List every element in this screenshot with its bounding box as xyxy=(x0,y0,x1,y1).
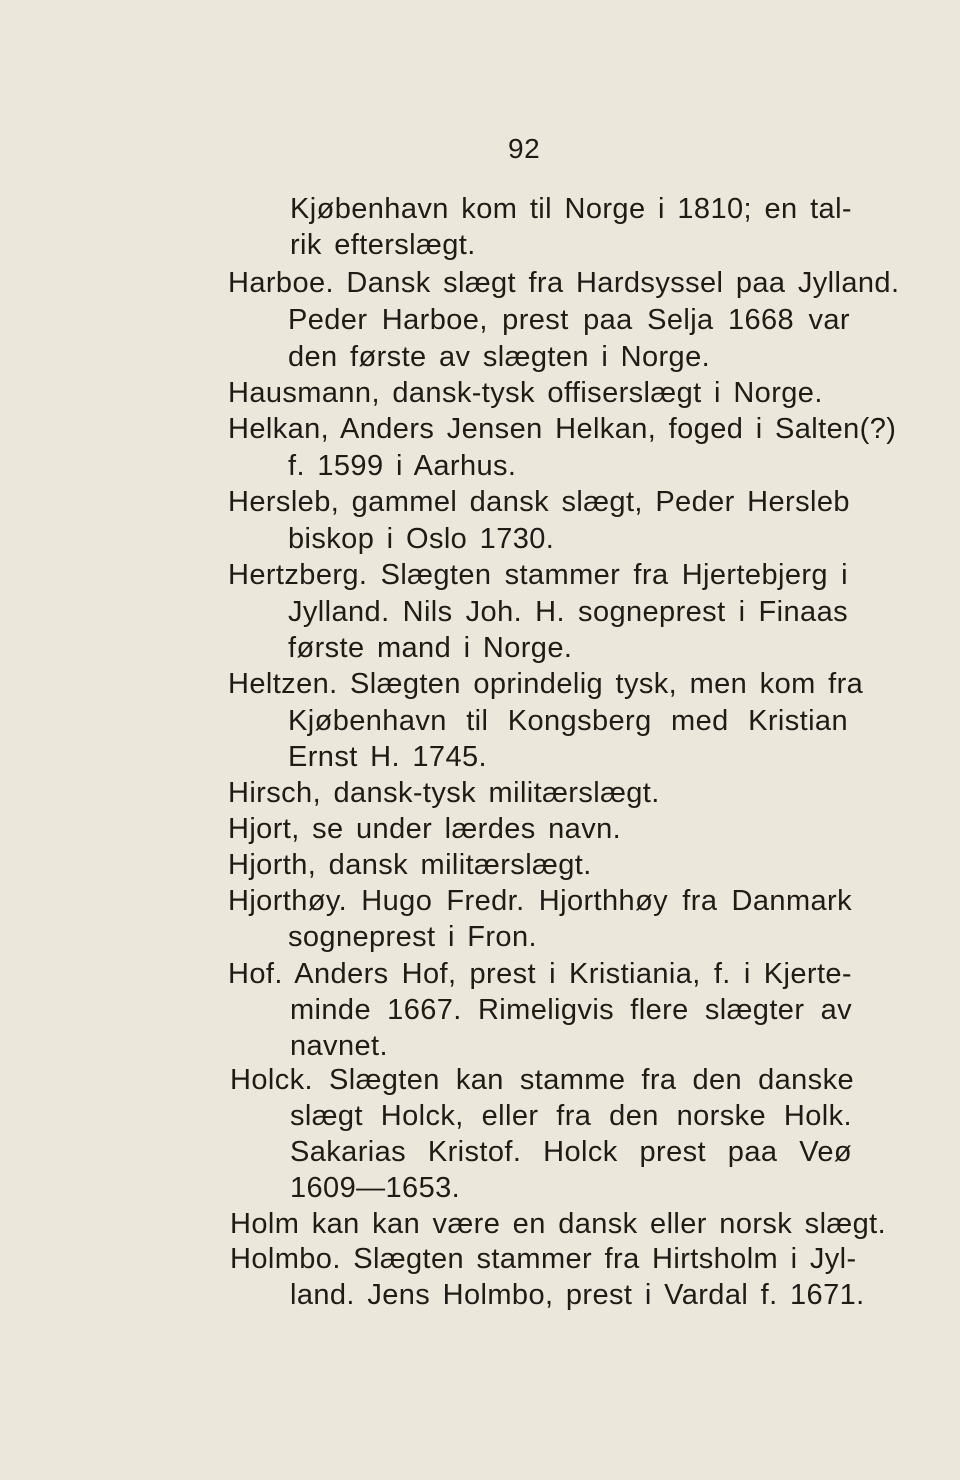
text-line: Kjøbenhavn kom til Norge i 1810; en tal- xyxy=(290,193,852,225)
text-line: Kjøbenhavn til Kongsberg med Kristian xyxy=(288,705,848,737)
text-line: Helkan, Anders Jensen Helkan, foged i Salten(?) xyxy=(228,413,897,445)
text-line: Hersleb, gammel dansk slægt, Peder Hersleb xyxy=(228,486,850,518)
text-line: Hjort, se under lærdes navn. xyxy=(228,813,622,845)
text-line: Hjorth, dansk militærslægt. xyxy=(228,849,592,881)
text-line: Ernst H. 1745. xyxy=(288,741,487,773)
text-line: første mand i Norge. xyxy=(288,632,573,664)
text-line: Sakarias Kristof. Holck prest paa Veø xyxy=(290,1136,852,1168)
text-line: minde 1667. Rimeligvis flere slægter av xyxy=(290,994,852,1026)
text-line: Holck. Slægten kan stamme fra den danske xyxy=(230,1064,854,1096)
text-line: Peder Harboe, prest paa Selja 1668 var xyxy=(288,304,850,336)
text-line: Holm kan kan være en dansk eller norsk slægt. xyxy=(230,1208,887,1240)
text-line: Heltzen. Slægten oprindelig tysk, men kom fra xyxy=(228,668,864,700)
text-line: Hertzberg. Slægten stammer fra Hjertebjerg i xyxy=(228,559,848,591)
text-line: f. 1599 i Aarhus. xyxy=(288,450,517,482)
page-number: 92 xyxy=(508,133,541,164)
text-line: 1609—1653. xyxy=(290,1172,461,1204)
text-line: Hof. Anders Hof, prest i Kristiania, f. i Kjerte- xyxy=(228,958,852,990)
text-line: Harboe. Dansk slægt fra Hardsyssel paa Jylland. xyxy=(228,267,900,299)
text-line: sogneprest i Fron. xyxy=(288,921,537,953)
text-line: land. Jens Holmbo, prest i Vardal f. 1671. xyxy=(290,1279,865,1311)
text-line: Hjorthøy. Hugo Fredr. Hjorthhøy fra Danmark xyxy=(228,885,852,917)
text-line: Jylland. Nils Joh. H. sogneprest i Finaas xyxy=(288,596,848,628)
text-line: slægt Holck, eller fra den norske Holk. xyxy=(290,1100,852,1132)
text-line: navnet. xyxy=(290,1030,388,1062)
text-line: den første av slægten i Norge. xyxy=(288,341,711,373)
text-line: biskop i Oslo 1730. xyxy=(288,523,555,555)
text-line: Hirsch, dansk-tysk militærslægt. xyxy=(228,777,660,809)
text-line: Hausmann, dansk-tysk offiserslægt i Norge. xyxy=(228,377,823,409)
text-line: Holmbo. Slægten stammer fra Hirtsholm i Jyl- xyxy=(230,1243,857,1275)
text-line: rik efterslægt. xyxy=(290,229,476,261)
